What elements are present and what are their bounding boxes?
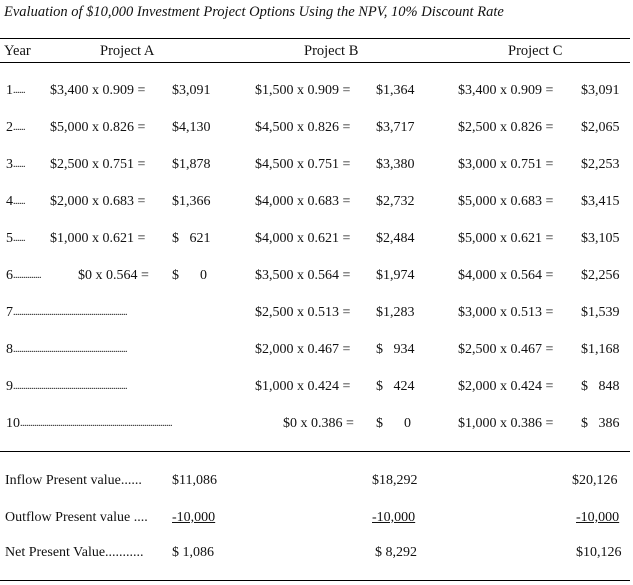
project-c-val: $3,091 [581, 83, 620, 98]
outflow-project-c: -10,000 [576, 510, 620, 525]
year-leader-dots: ...... [13, 159, 25, 170]
project-b-val: $3,717 [376, 120, 415, 135]
inflow-project-b: $18,292 [372, 473, 418, 488]
table-row [0, 415, 633, 439]
project-a-expr: $1,000 x 0.621 = [50, 231, 146, 246]
project-b-val: $2,484 [376, 231, 415, 246]
npv-project-c: $10,126 [576, 545, 622, 560]
project-b-val: $1,283 [376, 305, 415, 320]
year-label [6, 267, 41, 285]
year-leader-dots: ...... [13, 85, 25, 96]
table-row [0, 267, 633, 291]
table-row [0, 341, 633, 365]
header-project-a: Project A [100, 43, 155, 59]
npv-row [0, 544, 633, 568]
project-b-val: $1,974 [376, 268, 415, 283]
project-a-expr: $2,000 x 0.683 = [50, 194, 146, 209]
outflow-project-b: -10,000 [372, 510, 416, 525]
body-rule [0, 451, 630, 452]
year-label [6, 415, 172, 433]
inflow-project-c: $20,126 [572, 473, 618, 488]
project-a-expr: $0 x 0.564 = [78, 268, 149, 283]
year-label [6, 156, 25, 174]
year-leader-dots: ...... [13, 196, 25, 207]
year-label [6, 378, 127, 396]
project-a-val: $ 0 [172, 268, 207, 283]
table-row [0, 304, 633, 328]
project-c-expr: $5,000 x 0.621 = [458, 231, 554, 246]
year-label [6, 341, 127, 359]
year-label [6, 119, 25, 137]
year-leader-dots: ...... [13, 233, 25, 244]
year-label [6, 304, 127, 322]
project-b-expr: $4,000 x 0.683 = [255, 194, 351, 209]
outflow-row [0, 509, 633, 533]
project-c-val: $1,539 [581, 305, 620, 320]
project-c-expr: $3,000 x 0.513 = [458, 305, 554, 320]
project-b-val: $1,364 [376, 83, 415, 98]
year-leader-dots: ...... [13, 122, 25, 133]
top-rule [0, 38, 630, 39]
year-number: 5 [6, 231, 13, 246]
outflow-project-a: -10,000 [172, 510, 216, 525]
year-leader-dots: ......................................................... [13, 381, 127, 392]
year-number: 4 [6, 194, 13, 209]
project-a-val: $4,130 [172, 120, 211, 135]
table-title: Evaluation of $10,000 Investment Project Options Using the NPV, 10% Discount Rate [4, 4, 504, 20]
project-a-expr: $2,500 x 0.751 = [50, 157, 146, 172]
project-b-expr: $4,000 x 0.621 = [255, 231, 351, 246]
table-row [0, 82, 633, 106]
project-c-expr: $2,500 x 0.467 = [458, 342, 554, 357]
year-leader-dots: .............. [13, 270, 41, 281]
project-b-val: $ 0 [376, 416, 411, 431]
year-label [6, 82, 25, 100]
project-c-val: $3,415 [581, 194, 620, 209]
project-b-expr: $2,000 x 0.467 = [255, 342, 351, 357]
year-number: 6 [6, 268, 13, 283]
header-rule [0, 62, 630, 63]
inflow-label: Inflow Present value...... [5, 473, 142, 488]
project-b-expr: $2,500 x 0.513 = [255, 305, 351, 320]
year-number: 8 [6, 342, 13, 357]
year-label [6, 193, 25, 211]
inflow-project-a: $11,086 [172, 473, 217, 488]
project-a-val: $3,091 [172, 83, 211, 98]
npv-project-b: $ 8,292 [375, 545, 417, 560]
project-b-val: $2,732 [376, 194, 415, 209]
year-leader-dots: ............................................................................ [20, 418, 172, 429]
npv-label: Net Present Value........... [5, 545, 144, 560]
project-c-val: $2,256 [581, 268, 620, 283]
table-row [0, 156, 633, 180]
year-number: 9 [6, 379, 13, 394]
year-number: 2 [6, 120, 13, 135]
project-c-expr: $3,000 x 0.751 = [458, 157, 554, 172]
table-row [0, 230, 633, 254]
project-b-expr: $4,500 x 0.751 = [255, 157, 351, 172]
bottom-rule [0, 580, 630, 581]
table-row [0, 119, 633, 143]
project-c-val: $3,105 [581, 231, 620, 246]
header-project-b: Project B [304, 43, 359, 59]
project-b-val: $ 934 [376, 342, 415, 357]
year-number: 7 [6, 305, 13, 320]
project-b-expr: $1,500 x 0.909 = [255, 83, 351, 98]
inflow-row [0, 472, 633, 496]
project-c-expr: $5,000 x 0.683 = [458, 194, 554, 209]
project-c-val: $1,168 [581, 342, 620, 357]
year-leader-dots: ......................................................... [13, 344, 127, 355]
project-a-val: $ 621 [172, 231, 211, 246]
project-c-expr: $1,000 x 0.386 = [458, 416, 554, 431]
project-c-expr: $4,000 x 0.564 = [458, 268, 554, 283]
project-b-expr: $4,500 x 0.826 = [255, 120, 351, 135]
project-c-val: $2,253 [581, 157, 620, 172]
project-a-val: $1,878 [172, 157, 211, 172]
project-c-val: $ 848 [581, 379, 620, 394]
header-year: Year [4, 43, 31, 59]
project-c-expr: $2,500 x 0.826 = [458, 120, 554, 135]
year-number: 1 [6, 83, 13, 98]
year-label [6, 230, 25, 248]
npv-project-a: $ 1,086 [172, 545, 214, 560]
year-leader-dots: ......................................................... [13, 307, 127, 318]
project-b-val: $3,380 [376, 157, 415, 172]
project-a-expr: $5,000 x 0.826 = [50, 120, 146, 135]
project-c-val: $ 386 [581, 416, 620, 431]
project-b-expr: $0 x 0.386 = [283, 416, 354, 431]
project-c-expr: $3,400 x 0.909 = [458, 83, 554, 98]
project-a-expr: $3,400 x 0.909 = [50, 83, 146, 98]
year-number: 3 [6, 157, 13, 172]
project-c-val: $2,065 [581, 120, 620, 135]
project-b-expr: $1,000 x 0.424 = [255, 379, 351, 394]
year-number: 10 [6, 416, 20, 431]
outflow-label: Outflow Present value .... [5, 510, 148, 525]
table-row [0, 378, 633, 402]
header-project-c: Project C [508, 43, 563, 59]
table-row [0, 193, 633, 217]
project-b-expr: $3,500 x 0.564 = [255, 268, 351, 283]
project-b-val: $ 424 [376, 379, 415, 394]
project-c-expr: $2,000 x 0.424 = [458, 379, 554, 394]
project-a-val: $1,366 [172, 194, 211, 209]
